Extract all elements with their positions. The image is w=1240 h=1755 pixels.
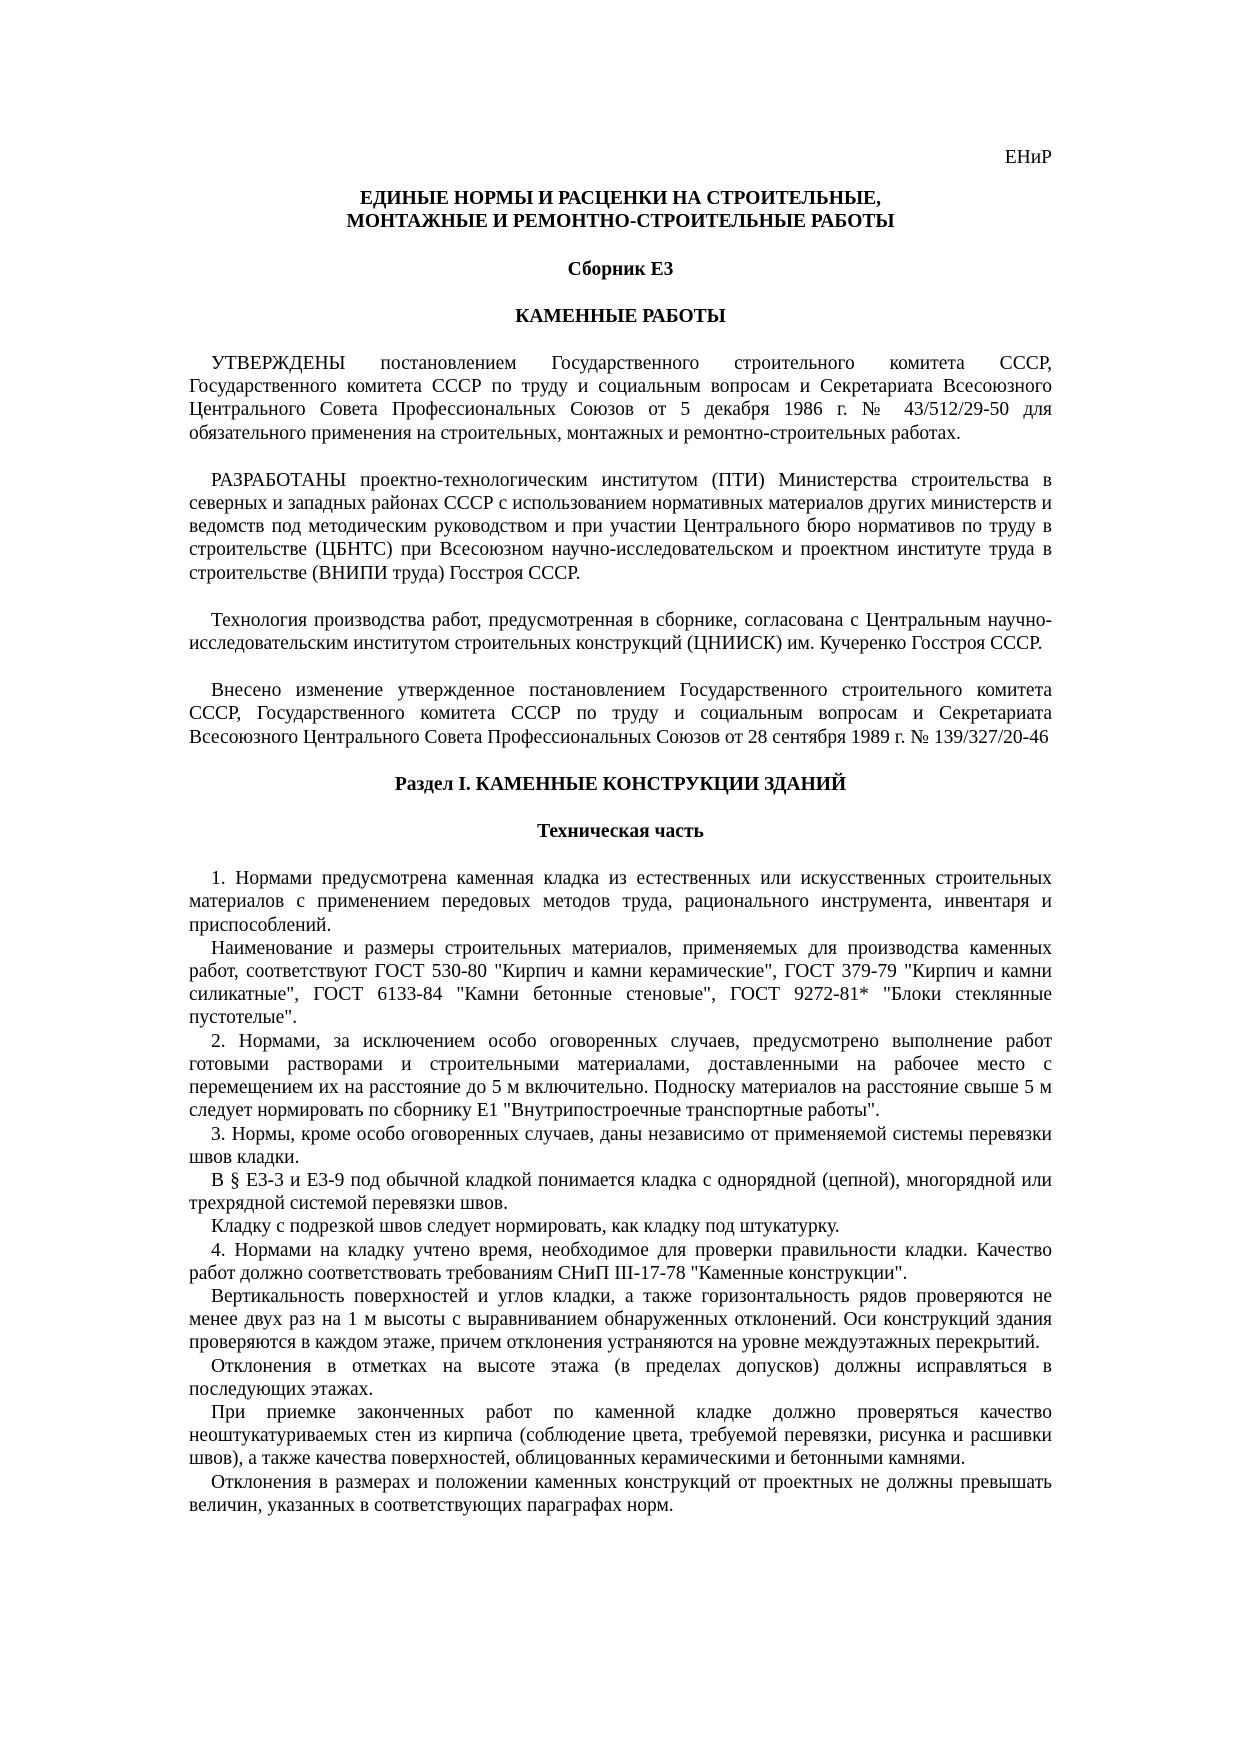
body-paragraph: Отклонения в размерах и положении каменных конструкций от проектных не должны превышать величин, указанных в соответствующих параграфах норм. (189, 1471, 1052, 1516)
body-paragraph: 3. Нормы, кроме особо оговоренных случаев, даны независимо от применяемой системы перевязки швов кладки. (189, 1123, 1052, 1168)
intro-paragraph: Технология производства работ, предусмотренная в сборнике, согласована с Центральным научно-исследовательским институтом строительных конструкций (ЦНИИСК) им. Кучеренко Госстроя СССР. (189, 609, 1052, 655)
subject-title: КАМЕННЫЕ РАБОТЫ (515, 305, 726, 327)
intro-amendment (189, 679, 1052, 749)
section-title: Раздел I. КАМЕННЫЕ КОНСТРУКЦИИ ЗДАНИЙ (394, 773, 847, 795)
collection-title: Сборник Е3 (567, 258, 674, 280)
document-code: ЕНиР (1004, 147, 1052, 168)
body-paragraph: Отклонения в отметках на высоте этажа (в пределах допусков) должны исправляться в последующих этажах. (189, 1355, 1052, 1400)
document-title (189, 187, 1052, 233)
intro-approved (189, 352, 1052, 445)
technical-part-title: Техническая часть (537, 821, 704, 843)
document-page (189, 146, 1052, 1517)
body-paragraph: В § Е3-3 и Е3-9 под обычной кладкой понимается кладка с однорядной (цепной), многорядной или трехрядной системой перевязки швов. (189, 1169, 1052, 1215)
body-paragraph: При приемке законченных работ по каменной кладке должно проверяться качество неоштукатуриваемых стен из кирпича (соблюдение цвета, требуемой перевязки, рисунка и расшивки швов), а также качества поверхностей, облицованных керамическими и бетонными камнями. (189, 1401, 1052, 1470)
intro-developed (189, 469, 1052, 585)
document-title-line-2: МОНТАЖНЫЕ И РЕМОНТНО-СТРОИТЕЛЬНЫЕ РАБОТЫ (346, 211, 895, 233)
technical-part-body (189, 867, 1052, 1517)
body-paragraph: 1. Нормами предусмотрена каменная кладка из естественных или искусственных строительных материалов с применением передовых методов труда, рационального инструмента, инвентаря и приспособлений. (189, 868, 1052, 936)
document-title-line-1: ЕДИНЫЕ НОРМЫ И РАСЦЕНКИ НА СТРОИТЕЛЬНЫЕ, (360, 188, 881, 210)
body-paragraph: Кладку с подрезкой швов следует нормировать, как кладку под штукатурку. (211, 1216, 840, 1238)
intro-paragraph: Внесено изменение утвержденное постановлением Государственного строительного комитета СССР, Государственного комитета СССР по труду и социальным вопросам и Секретариата Всесоюзного Центрального Совета Профессиональных Союзов от 28 сентября 1989 г. № 139/327/20-46 (189, 680, 1052, 748)
intro-technology (189, 609, 1052, 655)
intro-paragraph: УТВЕРЖДЕНЫ постановлением Государственного строительного комитета СССР, Государственного комитета СССР по труду и социальным вопросам и Секретариата Всесоюзного Центрального Совета Профессиональных Союзов от 5 декабря 1986 г. № 43/512/29-50 для обязательного применения на строительных, монтажных и ремонтно-строительных работах. (189, 353, 1052, 444)
body-paragraph: Наименование и размеры строительных материалов, применяемых для производства каменных работ, соответствуют ГОСТ 530-80 "Кирпич и камни керамические", ГОСТ 379-79 "Кирпич и камни силикатные", ГОСТ 6133-84 "Камни бетонные стеновые", ГОСТ 9272-81* "Блоки стеклянные пустотелые". (189, 937, 1052, 1029)
intro-paragraph: РАЗРАБОТАНЫ проектно-технологическим институтом (ПТИ) Министерства строительства в северных и западных районах СССР с использованием нормативных материалов других министерств и ведомств под методическим руководством и при участии Центрального бюро нормативов по труду в строительстве (ЦБНТС) при Всесоюзном научно-исследовательском и проектном институте труда в строительстве (ВНИПИ труда) Госстроя СССР. (189, 469, 1052, 584)
body-paragraph: 2. Нормами, за исключением особо оговоренных случаев, предусмотрено выполнение работ готовыми растворами и строительными материалами, доставленными на рабочее место с перемещением их на расстояние до 5 м включительно. Подноску материалов на расстояние свыше 5 м следует нормировать по сборнику Е1 "Внутрипостроечные транспортные работы". (189, 1030, 1052, 1122)
body-paragraph: 4. Нормами на кладку учтено время, необходимое для проверки правильности кладки. Качество работ должно соответствовать требованиям СНиП III-17-78 "Каменные конструкции". (189, 1239, 1052, 1284)
body-paragraph: Вертикальность поверхностей и углов кладки, а также горизонтальность рядов проверяются не менее двух раз на 1 м высоты с выравниванием обнаруженных отклонений. Оси конструкций здания проверяются в каждом этаже, причем отклонения устраняются на уровне междуэтажных перекрытий. (189, 1285, 1052, 1354)
